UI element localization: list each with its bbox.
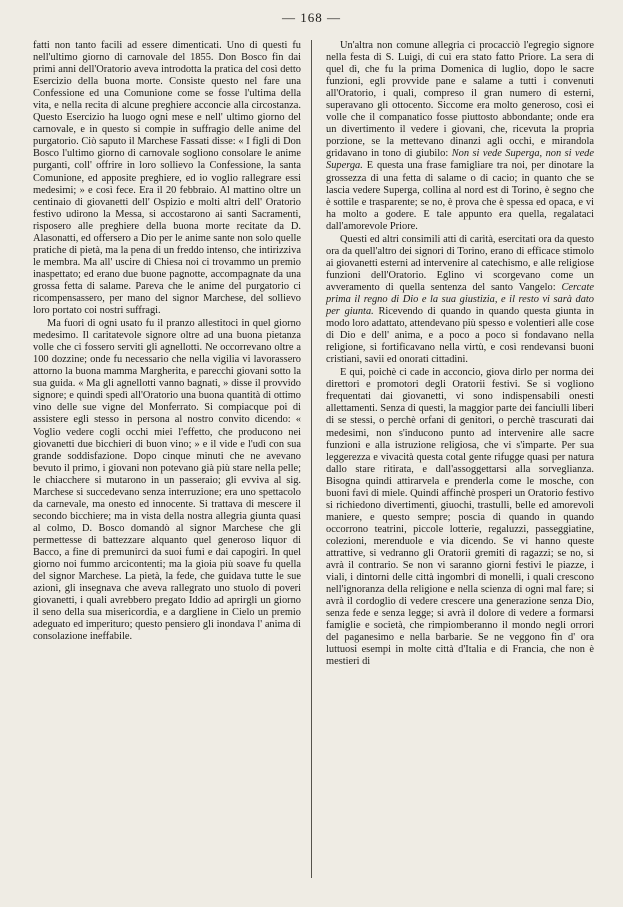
right-column (326, 40, 594, 668)
italic-phrase: Non si vede Superga, non si vede Superga. (326, 148, 594, 172)
italic-quote: Cercate prima il regno di Dio e la sua giustizia, e il resto vi sarà dato per giunta. (326, 281, 594, 318)
page-number: — 168 — (282, 10, 341, 25)
paragraph (326, 234, 594, 367)
paragraph (326, 40, 594, 233)
left-column (33, 40, 301, 643)
text-span: E questa una frase famigliare tra noi, per dinotare la grossezza di una fetta di salame o di cacio; in quanto che se lascia vedere Superga, collina al nord est di Torino, è segno che è sottile e trasparente; se no, è prova che è spessa ed opaca, e vi ha molto a godere. E tale appunto era quella, regalataci dall'amorevole Priore. (326, 160, 594, 232)
text-span: Questi ed altri consimili atti di carità, esercitati ora da questo ora da quell'altro dei signori di Torino, erano di efficace stimolo ai giovanetti esterni ad intervenire al catechismo, e alle religiose funzioni dell'Oratorio. Eglino vi scorgevano come un avveramento di quella sentenza del santo Vangelo: (326, 233, 594, 293)
paragraph: Ma fuori di ogni usato fu il pranzo allestitoci in quel giorno medesimo. Il caritatevole signore oltre ad una buona pietanza volle che ci fossero serviti gli agnellotti. Ne occorrevano oltre a 100 dozzine; onde fu necessario che nella vigilia vi lavorassero attorno la buona mamma Margherita, e parecchi giovani sotto la sua guida. « Ma gli agnellotti vanno bagnati, » disse il provvido signore; e quindi spedì all'Oratorio una buona quantità di ottimo vino delle sue vigne del Monferrato. Si compiacque poi di assistere egli stesso in persona al nostro convito dicendo: « Voglio vedere cogli occhi miei l'effetto, che producono nei giovanetti due bicchieri di buon vino; » e il vide e l'udì con sua grande soddisfazione. Dopo cinque minuti che ne avevano bevuto il primo, i giovani non potevano già più stare nella pelle; le chiacchere si mutarono in un passeraio; gli evviva al sig. Marchese si succedevano senza interruzione; era uno spettacolo da carnevale, ma onesto ed innocente. Si trattava di mescere il secondo bicchiere; ma in vista della nostra allegria giunta quasi al colmo, D. Bosco domandò al signor Marchese che gli permettesse di battezzare alquanto quel generoso liquor di Bacco, a fine di premunirci da suoi fumi e dai capogiri. In quel giorno noi fummo arcicontenti; ma la gioia più soave fu quella del signor Marchese. La pietà, la fede, che guidava tutte le sue azioni, gli insegnava che aveva rallegrato uno stuolo di poveri giovanetti, i quali avrebbero pregato Iddio ad aprirgli un giorno il seno della sua misericordia, e a dargliene in Cielo un premio adeguato ed imperituro; questo pensiero gli inondava l' anima di consolazione ineffabile. (33, 318, 301, 643)
paragraph: E qui, poichè ci cade in acconcio, giova dirlo per norma dei direttori e promotori degli Oratorii festivi. Se si vogliono frequentati dai giovanetti, vi sono indispensabili onesti allettamenti. Senza di questi, la maggior parte dei fanciulli liberi di se stessi, o perchè orfani di genitori, o perchè trascurati dai medesimi, non s'inducono punto ad intervenire alle sacre funzioni e alla istruzione religiosa, che vi s'imparte. Per sua leggerezza e vivacità questa cotal gente rifugge quasi per natura dallo stare ritirata, e dall'assoggettarsi alla sorveglianza. Bisogna quindi attirarvela e prenderla come le mosche, con buoni favi di miele. Quindi affinchè prosperi un Oratorio festivo si richiedono divertimenti, giuochi, trastulli, belle ed amorevoli maniere, e questo sempre; poscia di quando in quando occorrono teatrini, piccole lotterie, regaluzzi, passeggiatine, colezioni, merenduole e via dicendo. Se vi hanno queste attrattive, si vedranno gli Oratorii gremiti di ragazzi; se no, si avrà il contrario. Se non vi saranno giorni festivi le piazze, i viali, i dintorni delle città ingombri di monelli, i quali crescono nell'ignoranza della religione e nella scienza di ogni mal fare; si avrà il cordoglio di vedere crescere una generazione senza Dio, senza fede e senza legge; si avrà il dolore di vedere a formarsi famiglie e società, che rimpiomberanno il mondo negli orrori del paganesimo e nella barbarie. Se ne veggono fin d' ora luttuosi esempi in molte città d'Italia e di Francia, che non è mestieri di (326, 367, 594, 668)
paragraph: fatti non tanto facili ad essere dimenticati. Uno di questi fu nell'ultimo giorno di carnovale del 1855. Don Bosco fin dai primi anni dell'Oratorio aveva introdotta la pratica del così detto Esercizio della buona morte. Consiste questo nel fare una Confessione ed una Comunione come se fosse l'ultima della vita, e nella recita di alcune preghiere acconcie alla circostanza. Questo Esercizio ha luogo ogni mese e nell' ultimo giorno del carnovale, e in questo si compie in suffragio delle anime del purgatorio. Ciò saputo il Marchese Fassati disse: « I figli di Don Bosco l'ultimo giorno di carnovale sogliono consolare le anime purganti, coll' offrire in loro sollievo la Confessione, la santa Comunione, ed apposite preghiere, ed io voglio rallegrare essi medesimi; » e così fece. Era il 20 febbraio. Al mattino oltre un centinaio di giovanetti dell' Ospizio e molti altri dell' Oratorio festivo udirono la Messa, si accostarono ai santi Sacramenti, risposero alle preghiere della buona morte recitate da D. Alasonatti, ed offersero a Dio per le anime sante non solo quelle pratiche di pietà, ma la pena di un freddo intenso, che intirizziva le membra. Ma all' uscire di Chiesa noi ci trovammo un premio inaspettato; ed erano due buone pagnotte, accompagnate da una grossa fetta di salame. Pareva che le anime del purgatorio ci ricompensassero, per mano del signor Marchese, del sollievo loro portato coi nostri suffragi. (33, 40, 301, 317)
text-span: Un'altra non comune allegria ci procacciò l'egregio signore nella festa di S. Luigi, di cui era stato fatto Priore. La sera di quel dì, che fu la prima Domenica di luglio, dopo le sacre funzioni, egli provvide pane e salame a tutti i convenuti all'Oratorio, i quali, compreso il gran numero di esterni, superavano gli ottocento. Siccome era molto generoso, così ei volle che il companatico fosse piuttosto abbondante; onde era un divertimento il vedere i giovani, che, ricevuta la propria porzione, se la mettevano dinanzi agli occhi, e mirandola gridavano in tono di giubilo: (326, 40, 594, 160)
column-divider (311, 40, 312, 878)
text-span: Ricevendo di quando in quando questa giunta in modo loro adattato, attendevano più spesso e volentieri alle cose di Dio e dell' anima, e a poco a poco si fondavano nella religione, si fortificavano nella virtù, e così rendevansi buoni cristiani, savii ed onorati cittadini. (326, 306, 594, 366)
